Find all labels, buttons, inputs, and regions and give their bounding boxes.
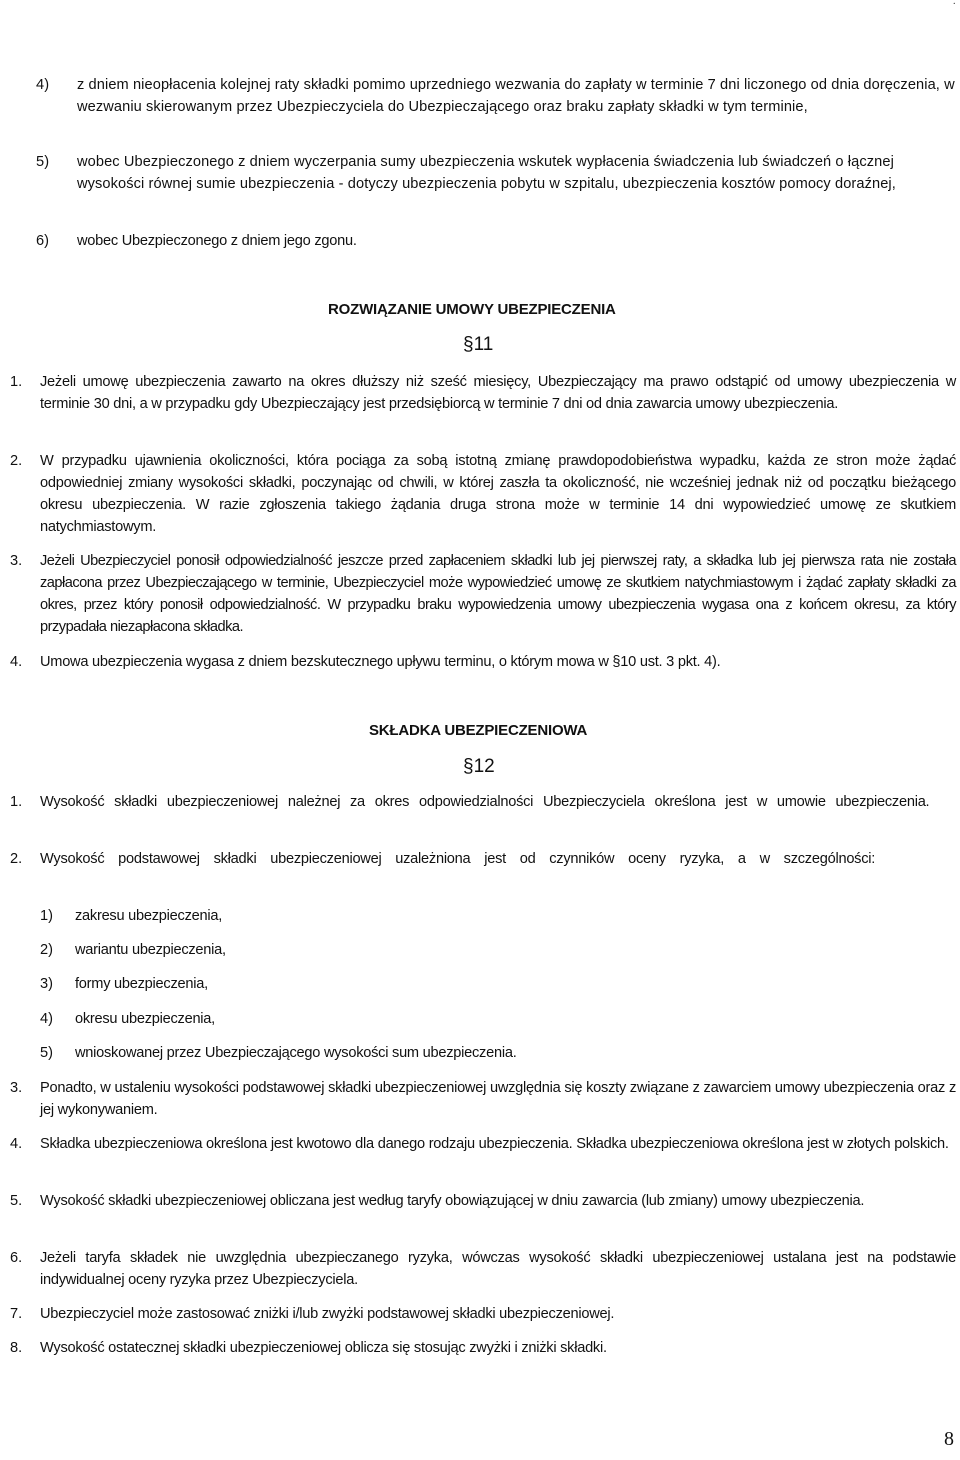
list-item-text: wobec Ubezpieczonego z dniem wyczerpania sumy ubezpieczenia wskutek wypłacenia świadczenia lub świadczeń o łącznej wysokości równej sumie ubezpieczenia - dotyczy ubezpieczenia pobytu w szpitalu, ubezpieczenia kosztów pomocy doraźnej, bbox=[77, 154, 896, 192]
list-item-text: Jeżeli taryfa składek nie uwzględnia ubezpieczanego ryzyka, wówczas wysokość składki ubezpieczeniowej ustalana jest na podstawie indywidualnej oceny ryzyka przez Ubezpieczyciela. bbox=[40, 1250, 956, 1288]
sublist-item-text: zakresu ubezpieczenia, bbox=[75, 908, 223, 924]
section-heading: ROZWIĄZANIE UMOWY UBEZPIECZENIA bbox=[328, 301, 616, 318]
list-item-number: 3. bbox=[10, 553, 23, 569]
sublist-item-text: wariantu ubezpieczenia, bbox=[75, 942, 226, 958]
page-number: 8 bbox=[944, 1428, 954, 1450]
paragraph-number: §11 bbox=[463, 334, 494, 355]
list-item-number: 5) bbox=[36, 154, 50, 170]
list-item-text: Wysokość ostatecznej składki ubezpieczeniowej oblicza się stosując zwyżki i zniżki składki. bbox=[40, 1340, 607, 1356]
sublist-item-number: 4) bbox=[40, 1011, 53, 1027]
sublist-item-text: okresu ubezpieczenia, bbox=[75, 1011, 215, 1027]
list-item-text: Jeżeli Ubezpieczyciel ponosił odpowiedzialność jeszcze przed zapłaceniem składki lub jej pierwszej raty, a składka lub jej pierwsza rata nie została zapłacona przez Ubezpieczającego w terminie, Ubezpieczyciel może wypowiedzieć umowę ze skutkiem natychmiastowym i żądać zapłaty składki za okres, przez który ponosił odpowiedzialność. W przypadku braku wypowiedzenia umowy ubezpieczenia wygasa ona z końcem okresu, za który przypadała niezapłacona składka. bbox=[40, 553, 956, 635]
corner-mark: . bbox=[953, 0, 956, 7]
list-item-number: 1. bbox=[10, 374, 23, 390]
sublist-item-text: formy ubezpieczenia, bbox=[75, 976, 208, 992]
list-item-number: 2. bbox=[10, 851, 23, 867]
list-item-text: W przypadku ujawnienia okoliczności, która pociąga za sobą istotną zmianę prawdopodobieństwa wypadku, każda ze stron może żądać odpowiedniej zmiany wysokości składki, poczynając od chwili, w której zaszła ta okoliczność, nie wcześniej jednak niż od początku bieżącego okresu ubezpieczenia. W razie zgłoszenia takiego żądania druga strona może w terminie 14 dni wypowiedzieć umowę ze skutkiem natychmiastowym. bbox=[40, 453, 956, 535]
sublist-item-number: 2) bbox=[40, 942, 53, 958]
list-item-number: 1. bbox=[10, 794, 23, 810]
list-item-number: 4. bbox=[10, 1136, 23, 1152]
list-item-number: 8. bbox=[10, 1340, 23, 1356]
list-item-text: Wysokość podstawowej składki ubezpieczeniowej uzależniona jest od czynników oceny ryzyka, a w szczególności: bbox=[40, 851, 876, 867]
section-heading: SKŁADKA UBEZPIECZENIOWA bbox=[369, 722, 588, 739]
list-item-number: 4. bbox=[10, 654, 23, 670]
list-item-text: Jeżeli umowę ubezpieczenia zawarto na okres dłuższy niż sześć miesięcy, Ubezpieczający ma prawo odstąpić od umowy ubezpieczenia w terminie 30 dni, a w przypadku gdy Ubezpieczający jest przedsiębiorcą w terminie 7 dni od dnia zawarcia umowy ubezpieczenia. bbox=[40, 374, 956, 412]
list-item-number: 6. bbox=[10, 1250, 23, 1266]
list-item-number: 6) bbox=[36, 233, 49, 249]
list-item-text: Umowa ubezpieczenia wygasa z dniem bezskutecznego upływu terminu, o którym mowa w §10 ust. 3 pkt. 4). bbox=[40, 654, 721, 670]
list-item-text: Ubezpieczyciel może zastosować zniżki i/lub zwyżki podstawowej składki ubezpieczeniowej. bbox=[40, 1306, 615, 1322]
sublist-item-text: wnioskowanej przez Ubezpieczającego wysokości sum ubezpieczenia. bbox=[75, 1045, 517, 1061]
sublist-item-number: 3) bbox=[40, 976, 53, 992]
list-item-text: Ponadto, w ustaleniu wysokości podstawowej składki ubezpieczeniowej uwzględnia się koszty związane z zawarciem umowy ubezpieczenia oraz z jej wykonywaniem. bbox=[40, 1080, 956, 1118]
list-item-text: wobec Ubezpieczonego z dniem jego zgonu. bbox=[77, 233, 357, 249]
sublist-item-number: 5) bbox=[40, 1045, 53, 1061]
list-item-text: z dniem nieopłacenia kolejnej raty składki pomimo uprzedniego wezwania do zapłaty w terminie 7 dni liczonego od dnia doręczenia, w wezwaniu skierowanym przez Ubezpieczyciela do Ubezpieczającego oraz braku zapłaty składki w tym terminie, bbox=[77, 77, 955, 115]
list-item-number: 3. bbox=[10, 1080, 23, 1096]
list-item-number: 2. bbox=[10, 453, 23, 469]
paragraph-number: §12 bbox=[463, 756, 495, 777]
list-item-number: 5. bbox=[10, 1193, 23, 1209]
list-item-number: 7. bbox=[10, 1306, 23, 1322]
list-item-text: Składka ubezpieczeniowa określona jest kwotowo dla danego rodzaju ubezpieczenia. Składka ubezpieczeniowa określona jest w złotych polskich. bbox=[40, 1136, 949, 1152]
sublist-item-number: 1) bbox=[40, 908, 53, 924]
list-item-number: 4) bbox=[36, 77, 50, 93]
list-item-text: Wysokość składki ubezpieczeniowej obliczana jest według taryfy obowiązującej w dniu zawarcia (lub zmiany) umowy ubezpieczenia. bbox=[40, 1193, 865, 1209]
list-item-text: Wysokość składki ubezpieczeniowej należnej za okres odpowiedzialności Ubezpieczyciela określona jest w umowie ubezpieczenia. bbox=[40, 794, 930, 810]
